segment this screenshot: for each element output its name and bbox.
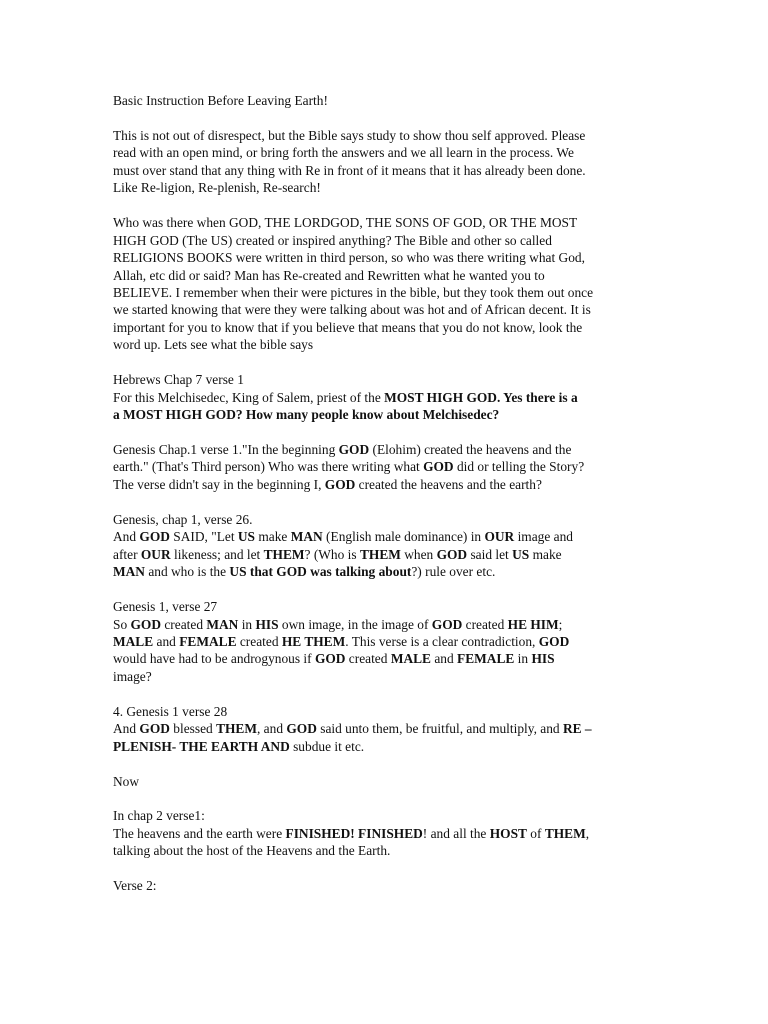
bold-text: GOD [538,633,570,649]
text-run: created [345,651,391,667]
bold-text: GOD [436,546,468,562]
bold-text: MALE [390,651,431,667]
bold-text: US [512,546,530,562]
text-run: and who is the [144,564,230,580]
bold-text: MALE [113,633,154,649]
bold-text: OUR [484,529,515,545]
text-run: Hebrews Chap 7 verse 1 [113,372,244,388]
text-line [113,720,653,737]
text-run: image and [514,529,573,545]
text-run: of [526,825,545,841]
text-line [113,144,653,161]
text-run: created the heavens and the earth? [355,476,542,492]
text-line [113,511,653,528]
text-line [113,528,653,545]
text-line [113,563,653,580]
text-run: important for you to know that if you believe that means that you do not know, look the [113,319,583,335]
text-run: This is not out of disrespect, but the Bible says study to show thou self approved. Please [113,127,586,143]
bold-text: THEM [544,825,586,841]
bold-text: OUR [140,546,171,562]
text-run: said unto them, be fruitful, and multiply, and [316,721,563,737]
paragraph [113,92,653,109]
text-line [113,371,653,388]
text-run: ; [558,616,563,632]
text-run: Verse 2: [113,878,157,894]
text-line [113,214,653,231]
text-run: word up. Lets see what the bible says [113,337,314,353]
bold-text: HOST [489,825,527,841]
text-run: we started knowing that were they were talking about was hot and of African decent. It is [113,302,591,318]
text-run: Now [113,773,140,789]
bold-text: GOD [324,476,356,492]
text-line [113,319,653,336]
text-run: subdue it etc. [289,738,365,754]
text-run: Genesis 1, verse 27 [113,599,218,615]
text-run: For this Melchisedec, King of Salem, priest of the [113,389,385,405]
bold-text: HIS [255,616,279,632]
text-line [113,877,653,894]
paragraph [113,773,653,790]
bold-text: THEM [216,721,257,737]
text-run: ?) rule over etc. [411,564,496,580]
text-line [113,773,653,790]
bold-text: HE HIM [507,616,559,632]
bold-text: a MOST HIGH GOD? How many people know about Melchisedec? [113,407,500,423]
text-line [113,179,653,196]
paragraph [113,511,653,581]
bold-text: GOD [130,616,162,632]
text-run: ? (Who is [304,546,360,562]
text-run: , and [256,721,287,737]
paragraph [113,598,653,685]
text-line [113,807,653,824]
text-run: Who was there when GOD, THE LORDGOD, THE SONS OF GOD, OR THE MOST [113,215,578,231]
text-line [113,668,653,685]
bold-text: GOD [338,442,370,457]
paragraph [113,703,653,755]
text-run: read with an open mind, or bring forth the answers and we all learn in the process. We [113,145,574,161]
text-run: and [153,633,180,649]
bold-text: GOD [139,721,170,737]
bold-text: HIS [531,651,555,667]
text-line [113,389,653,406]
bold-text: FEMALE [457,651,515,667]
text-run: And [113,529,140,545]
text-run: created [236,633,282,649]
text-line [113,842,653,859]
bold-text: MAN [206,616,239,632]
bold-text: FEMALE [179,633,237,649]
text-run: when [400,546,437,562]
text-run: and [431,651,458,667]
text-line [113,703,653,720]
text-run: likeness; and let [170,546,264,562]
bold-text: HE THEM [281,633,346,649]
paragraph [113,807,653,859]
bold-text: US [237,529,256,545]
paragraph [113,371,653,423]
text-run: created [462,616,508,632]
bold-text: MAN [290,529,323,545]
text-run: SAID, "Let [169,529,238,545]
paragraph [113,127,653,197]
bold-text: GOD [139,529,170,545]
text-line [113,301,653,318]
bold-text: PLENISH- THE EARTH AND [113,738,290,754]
text-run: Genesis Chap.1 verse 1."In the beginning [113,442,339,457]
text-line [113,249,653,266]
text-run: 4. Genesis 1 verse 28 [113,703,228,719]
bold-text: US that GOD was talking about [229,564,412,580]
text-run: And [113,721,140,737]
bold-text: MAN [113,564,145,580]
text-run: Basic Instruction Before Leaving Earth! [113,93,328,108]
bold-text: GOD [423,459,454,475]
paragraph [113,877,653,894]
text-line [113,336,653,353]
text-run: make [529,546,562,562]
text-run: Like Re-ligion, Re-plenish, Re-search! [113,180,321,196]
text-line [113,738,653,755]
text-run: created [161,616,207,632]
bold-text: RE – [562,721,592,737]
text-line [113,127,653,144]
text-run: In chap 2 verse1: [113,808,205,824]
bold-text: GOD [286,721,317,737]
text-run: in [238,616,256,632]
text-line [113,598,653,615]
text-line [113,92,653,109]
text-run: said let [467,546,513,562]
text-run: in [514,651,532,667]
text-run: blessed [169,721,217,737]
text-run: HIGH GOD (The US) created or inspired anything? The Bible and other so called [113,232,552,248]
text-run: ! and all the [422,825,490,841]
bold-text: THEM [263,546,305,562]
text-run: BELIEVE. I remember when their were pictures in the bible, but they took them out once [113,284,594,300]
text-line [113,633,653,650]
bold-text: THEM [359,546,401,562]
text-line [113,162,653,179]
paragraph [113,214,653,354]
text-run: talking about the host of the Heavens and the Earth. [113,843,391,859]
text-line [113,458,653,475]
text-run: RELIGIONS BOOKS were written in third person, so who was there writing what God, [113,250,585,266]
bold-text: GOD [431,616,463,632]
text-line [113,825,653,842]
text-line [113,650,653,667]
text-run: after [113,546,141,562]
text-run: The heavens and the earth were [113,825,286,841]
text-run: image? [113,668,152,684]
text-run: would have had to be androgynous if [113,651,315,667]
text-line [113,476,653,493]
text-run: Genesis, chap 1, verse 26. [113,511,253,527]
text-line [113,284,653,301]
bold-text: GOD [314,651,346,667]
text-run: . This verse is a clear contradiction, [345,633,539,649]
text-line [113,232,653,249]
text-line [113,616,653,633]
text-run: , [585,825,590,841]
text-line [113,441,653,458]
text-run: earth." (That's Third person) Who was there writing what [113,459,424,475]
text-run: must over stand that any thing with Re in front of it means that it has already been done. [113,162,586,178]
text-run: make [255,529,291,545]
text-run: (English male dominance) in [322,529,485,545]
document-page [113,92,653,912]
text-run: The verse didn't say in the beginning I, [113,476,325,492]
text-run: own image, in the image of [278,616,432,632]
text-run: (Elohim) created the heavens and the [369,442,572,457]
paragraph [113,441,653,493]
text-run: Allah, etc did or said? Man has Re-created and Rewritten what he wanted you to [113,267,545,283]
text-run: So [113,616,131,632]
text-line [113,546,653,563]
text-run: did or telling the Story? [453,459,585,475]
bold-text: FINISHED! FINISHED [285,825,423,841]
text-line [113,406,653,423]
text-line [113,267,653,284]
bold-text: MOST HIGH GOD. Yes there is a [384,389,578,405]
